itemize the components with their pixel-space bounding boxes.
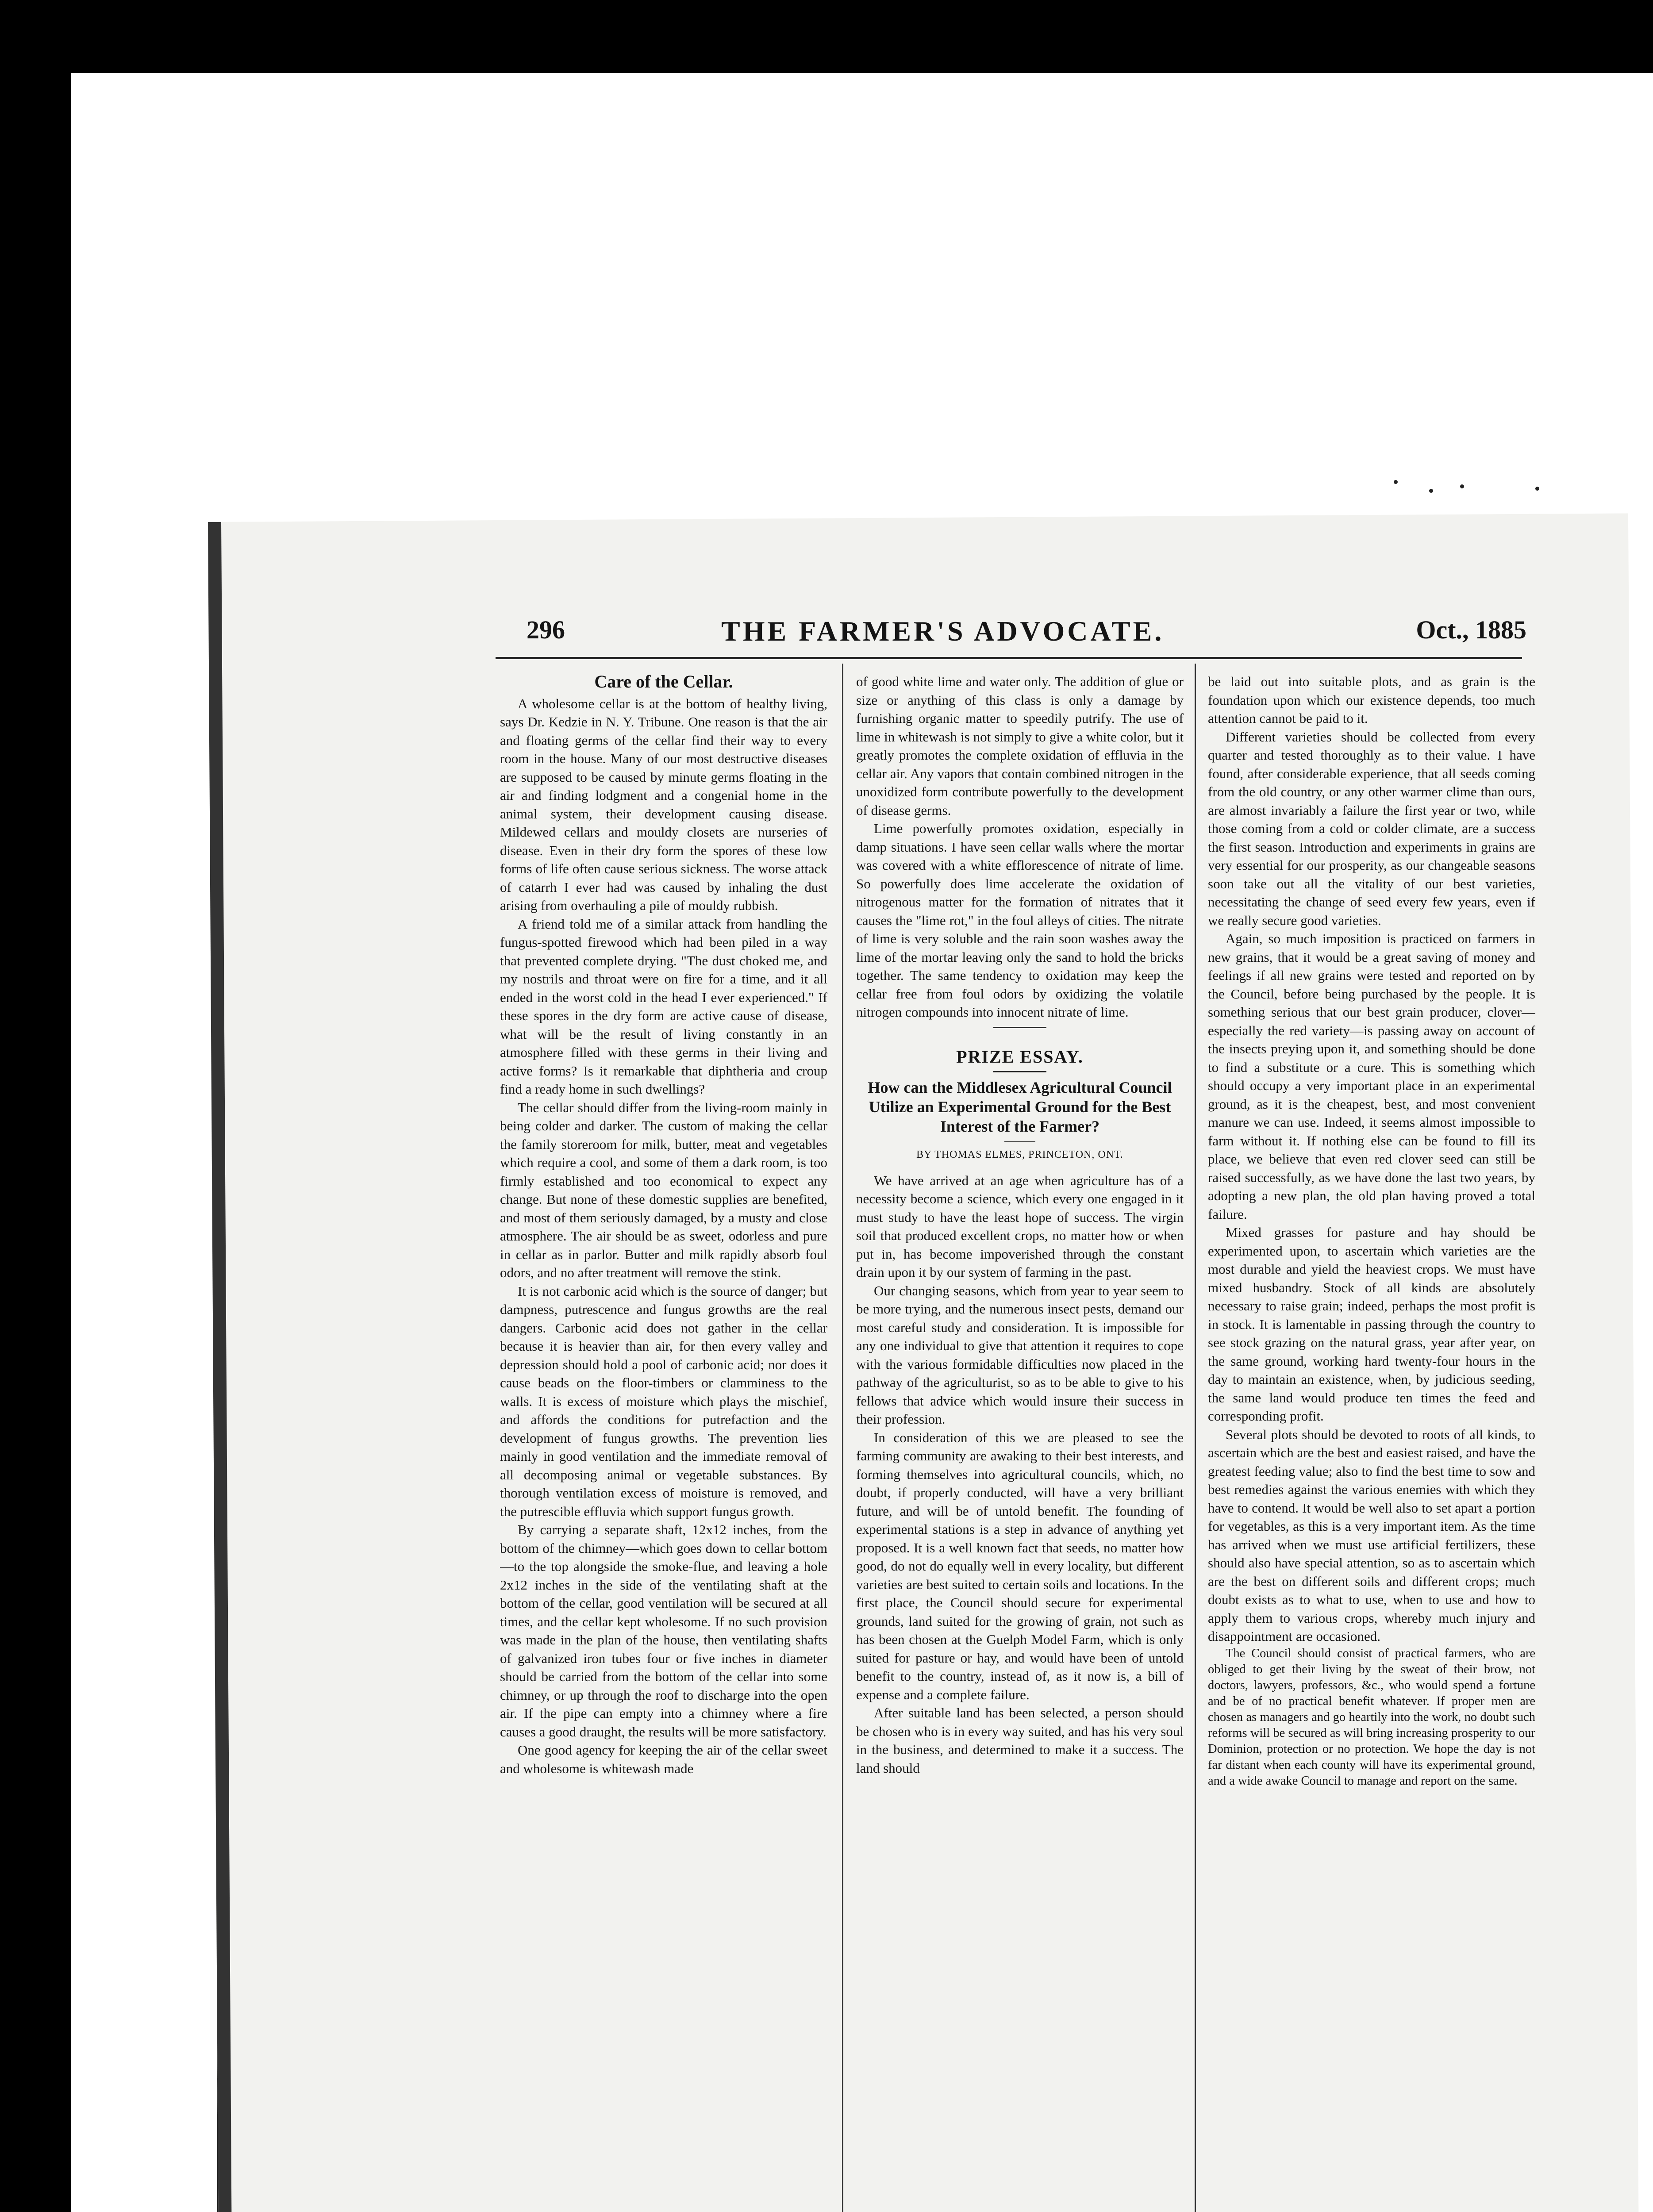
paragraph: A wholesome cellar is at the bottom of healthy living, says Dr. Kedzie in N. Y. Tribune. One reason is that the air and floating germs of the cellar find their way to every room in the house. Many of our most destructive diseases are supposed to be caused by minute germs floating in the air and finding lodgment and a congenial home in the animal system, their development causing disease. Mildewed cellars and mouldy closets are nurseries of disease. Even in their dry form the spores of these low forms of life often cause serious sickness. The worse attack of catarrh I ever had was caused by inhaling the dust arising from overhauling a pile of mouldy rubbish. <box>500 695 827 913</box>
title-rule <box>1004 1141 1035 1142</box>
paragraph: After suitable land has been selected, a person should be chosen who is in every way suited, and has his very soul in the business, and determined to make it a success. The land should <box>856 1705 1184 1776</box>
paragraph: Several plots should be devoted to roots of all kinds, to ascertain which are the best and easiest raised, and have the greatest feeding value; also to find the best time to sow and best remedies against the various enemies with which they have to contend. It would be well also to set apart a portion for vegetables, as this is a very important item. As the time has arrived when we must use artificial fertilizers, these should also have special attention, so as to ascertain which are the best on different soils and different crops; much doubt exists as to what to use, when to use and how to apply them to various crops, whereby much injury and disappointment are occasioned. <box>1208 1426 1535 1644</box>
paragraph: We have arrived at an age when agriculture has of a necessity become a science, which every one engaged in it must study to have the least hope of success. The virgin soil that produced excellent crops, no matter how or when put in, has become impoverished through the constant drain upon it by our system of farming in the past. <box>856 1172 1184 1280</box>
paragraph: The cellar should differ from the living-room mainly in being colder and darker. The custom of making the cellar the family storeroom for milk, butter, meat and vegetables which require a cool, and some of them a dark room, is too firmly established and too economical to expect any change. But none of these domestic supplies are benefited, and most of them seriously damaged, by a musty and close atmosphere. The air should be as sweet, odorless and pure in cellar as in parlor. Butter and milk rapidly absorb foul odors, and no after treatment will remove the stink. <box>500 1099 827 1280</box>
paragraph: Mixed grasses for pasture and hay should be experimented upon, to ascertain which varieties are the most durable and yield the heaviest crops. We must have mixed husbandry. Stock of all kinds are absolutely necessary to raise grain; indeed, perhaps the most profit is in stock. It is lamentable in passing through the country to see stock grazing on the natural grass, year after year, on the same ground, working hard twenty-four hours in the day to maintain an existence, when, by judicious seeding, the same land would produce ten times the feed and corresponding profit. <box>1208 1225 1535 1424</box>
paragraph: It is not carbonic acid which is the source of danger; but dampness, putrescence and fungus growths are the real dangers. Carbonic acid does not gather in the cellar because it is heavier than air, for then every valley and depression should hold a pool of carbonic acid; nor does it cause beads on the floor-timbers or clamminess to the walls. It is excess of moisture which plays the mischief, and affords the conditions for putrefaction and the development of fungus growths. The prevention lies mainly in good ventilation and the immediate removal of all decomposing animal or vegetable substances. By thorough ventilation excess of moisture is removed, and the putrescible effluvia which support fungus growth. <box>500 1283 827 1519</box>
scan-speck <box>1460 484 1464 488</box>
paragraph: Different varieties should be collected from every quarter and tested thoroughly as to their value. I have found, after considerable experience, that all seeds coming from the old country, or any other warmer clime than ours, are almost invariably a failure the first year or two, while those coming from a cold or colder climate, are a success the first season. Introduction and experiments in grains are very essential for our prosperity, as our changeable seasons soon take out all the vitality of our best varieties, necessitating the change of seed every few years, even if we really secure good varieties. <box>1208 729 1535 928</box>
column-3 <box>1208 672 1535 2154</box>
section-rule <box>993 1071 1046 1072</box>
scan-speck <box>1535 487 1539 491</box>
paragraph: The Council should consist of practical farmers, who are obliged to get their living by the sweat of their brow, not doctors, lawyers, professors, &c., who would spend a fortune and be of no practical benefit whatever. If proper men are chosen as managers and go heartily into the work, no doubt such reforms will be secured as will bring increasing prosperity to our Dominion, protection or no protection. We hope the day is not far distant when each county will have its experimental ground, and a wide awake Council to manage and report on the same. <box>1208 1646 1535 1788</box>
paragraph: of good white lime and water only. The addition of glue or size or anything of this class is only a damage by furnishing organic matter to speedily putrify. The use of lime in whitewash is not simply to give a white color, but it greatly promotes the complete oxidation of effluvia in the cellar air. Any vapors that contain combined nitrogen in the unoxidized form contribute powerfully to the development of disease germs. <box>856 674 1184 818</box>
paragraph: In consideration of this we are pleased to see the farming community are awaking to their best interests, and forming themselves into agricultural councils, which, no doubt, if properly conducted, will have a very brilliant future, and will be of untold benefit. The founding of experimental stations is a step in advance of anything yet proposed. It is a well known fact that seeds, no matter how good, do not do equally well in every locality, but different varieties are best suited to certain soils and locations. In the first place, the Council should secure for experimental grounds, land suited for the growing of grain, not such as has been chosen at the Guelph Model Farm, which is only suited for pasture or hay, and would have been of untold benefit to the country, instead of, as it now is, a bill of expense and a complete failure. <box>856 1429 1184 1702</box>
paragraph: By carrying a separate shaft, 12x12 inches, from the bottom of the chimney—which goes down to cellar bottom—to the top alongside the smoke-flue, and leaving a hole 2x12 inches in the side of the ventilating shaft at the bottom of the cellar, good ventilation will be secured at all times, and the cellar kept wholesome. If no such provision was made in the plan of the house, then ventilating shafts of galvanized iron tubes four or five inches in diameter should be carried from the bottom of the cellar into some chimney, or up through the roof to discharge into the open air. If the pipe can empty into a chimney where a fire causes a good draught, the results will be more satisfactory. <box>500 1522 827 1740</box>
scan-speck <box>1394 480 1398 484</box>
page-number: 296 <box>527 615 565 644</box>
paragraph: One good agency for keeping the air of the cellar sweet and wholesome is whitewash made <box>500 1742 827 1776</box>
article-title: Care of the Cellar. <box>594 672 733 691</box>
header-rule <box>496 657 1522 659</box>
paragraph: Again, so much imposition is practiced on farmers in new grains, that it would be a great saving of money and feelings if all new grains were tested and reported on by the Council, before being purchased by the people. It is something serious that our best grain producer, clover—especially the red variety—is passing away on account of the insects preying upon it, and something should be done to find a substitute or a cure. This is something which should occupy a very important place in an experimental ground, as it is the cheapest, best, and most convenient manure we can use. Indeed, it seems almost impossible to farm without it. If nothing else can be found to fill its place, we believe that even red clover seed can still be raised successfully, as we have done the last two years, by adopting a new plan, the old plan having proved a total failure. <box>1208 931 1535 1222</box>
paragraph: Our changing seasons, which from year to year seem to be more trying, and the numerous insect pests, demand our most careful study and consideration. It is impossible for any one individual to give that attention it requires to cope with the various formidable difficulties now placed in the pathway of the agriculturist, so as to be able to give to his fellows that advice which would insure their success in their profession. <box>856 1283 1184 1427</box>
paragraph: Lime powerfully promotes oxidation, especially in damp situations. I have seen cellar walls where the mortar was covered with a white efflorescence of nitrate of lime. So powerfully does lime accelerate the oxidation of nitrogenous matter for the formation of nitrates that it causes the "lime rot," in the foul alleys of cities. The nitrate of lime is very soluble and the rain soon washes away the lime of the mortar leaving only the sand to hold the bricks together. The same tendency to oxidation may keep the cellar free from foul odors by oxidizing the volatile nitrogen compounds into innocent nitrate of lime. <box>856 821 1184 1020</box>
paragraph: be laid out into suitable plots, and as grain is the foundation upon which our existence depends, too much attention cannot be paid to it. <box>1208 674 1535 726</box>
column-2 <box>856 672 1184 2190</box>
column-divider <box>1195 664 1196 2212</box>
section-rule <box>993 1027 1046 1028</box>
issue-date: Oct., 1885 <box>1416 615 1526 644</box>
paragraph: A friend told me of a similar attack from handling the fungus-spotted firewood which had been piled in a way that prevented complete drying. "The dust choked me, and my nostrils and throat were on fire for a time, and it all ended in the worst cold in the head I ever experienced." If these spores in the dry form are active cause of disease, what will be the result of living constantly in an atmosphere filled with these germs in their living and active forms? Is it remarkable that diphtheria and croup find a ready home in such dwellings? <box>500 916 827 1097</box>
column-divider <box>842 664 843 2212</box>
section-title: PRIZE ESSAY. <box>956 1046 1084 1067</box>
byline: BY THOMAS ELMES, PRINCETON, ONT. <box>916 1149 1123 1160</box>
masthead: THE FARMER'S ADVOCATE. <box>721 615 1165 647</box>
scan-speck <box>1429 489 1433 493</box>
essay-title: How can the Middlesex Agricultural Council Utilize an Experimental Ground for the Best Interest of the Farmer? <box>868 1079 1172 1135</box>
column-1 <box>500 672 827 2132</box>
page-header <box>527 615 1526 650</box>
